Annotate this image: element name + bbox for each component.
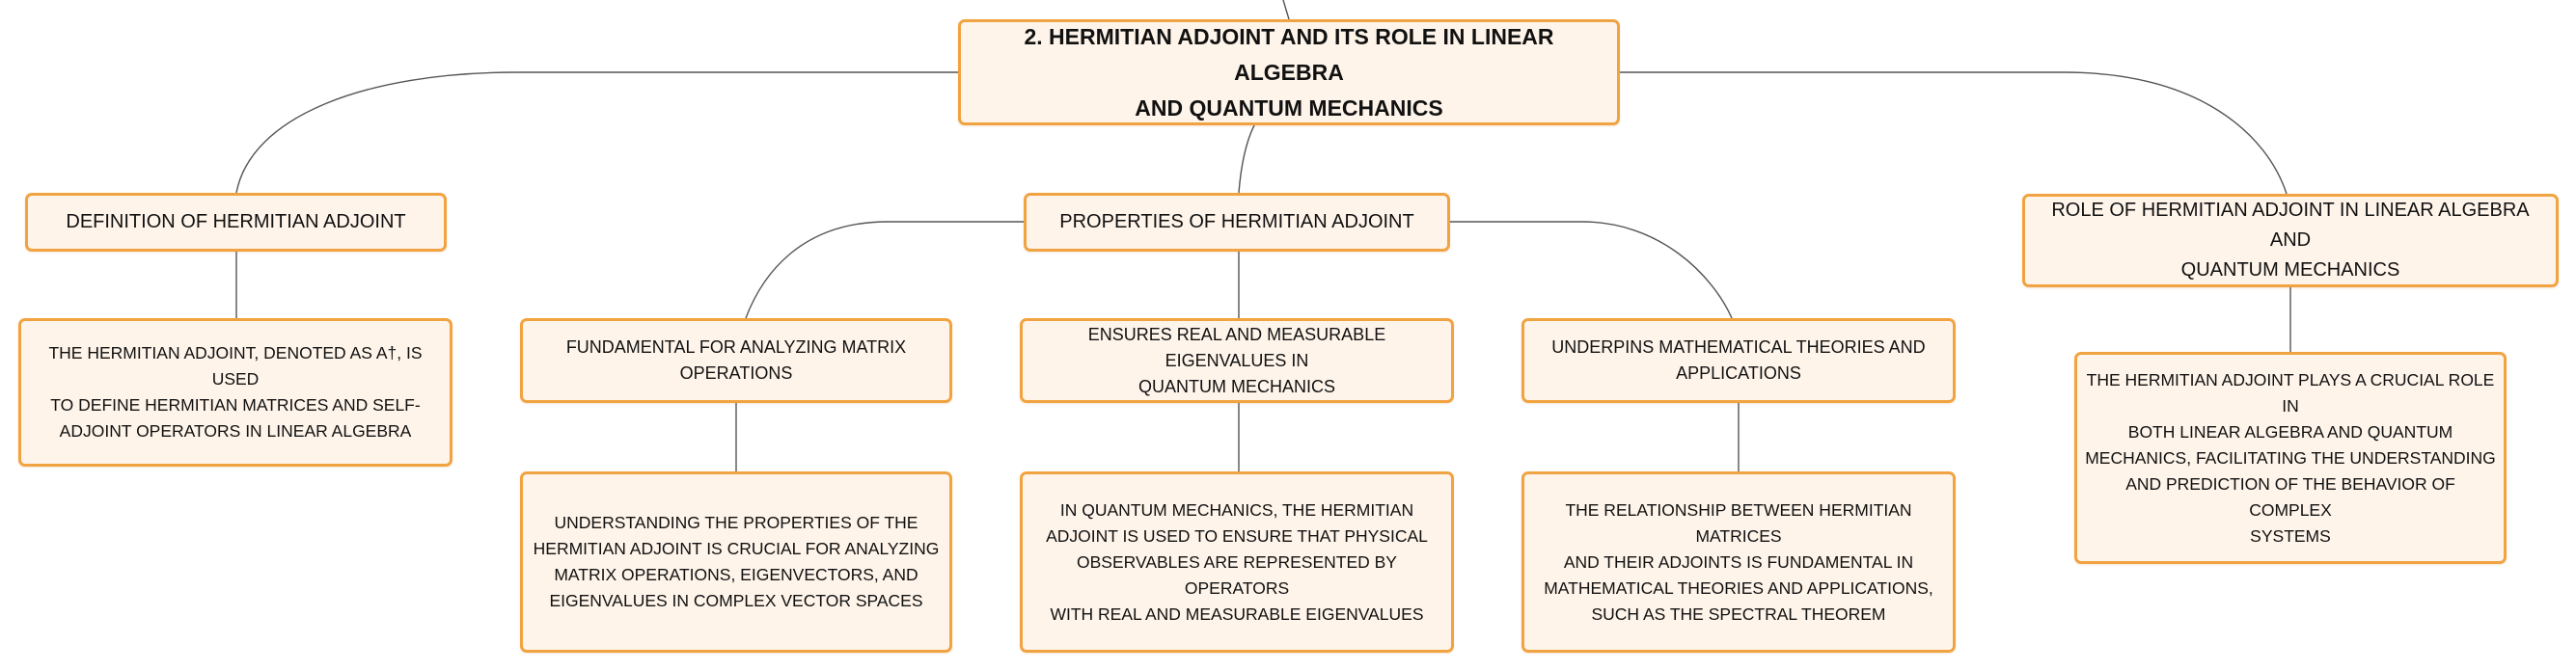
- connector-root-role: [1620, 72, 2287, 194]
- eigenvalues-detail-node[interactable]: [1020, 471, 1454, 653]
- definition-detail-node[interactable]: [18, 318, 452, 467]
- eigenvalues-node[interactable]: [1020, 318, 1454, 403]
- role-node[interactable]: [2022, 194, 2559, 287]
- properties-node[interactable]: [1024, 193, 1450, 252]
- matrix-operations-label: FUNDAMENTAL FOR ANALYZING MATRIX OPERATIONS: [565, 337, 907, 383]
- matrix-operations-node[interactable]: [520, 318, 952, 403]
- theories-label: UNDERPINS MATHEMATICAL THEORIES AND APPLICATIONS: [1551, 337, 1926, 383]
- theories-detail-text: THE RELATIONSHIP BETWEEN HERMITIAN MATRICES AND THEIR ADJOINTS IS FUNDAMENTAL IN MATHEMATICAL THEORIES AND APPLICATIONS, SUCH AS THE SPECTRAL THEOREM: [1544, 499, 1933, 624]
- matrix-operations-detail-text: UNDERSTANDING THE PROPERTIES OF THE HERMITIAN ADJOINT IS CRUCIAL FOR ANALYZING MATRIX OPERATIONS, EIGENVECTORS, AND EIGENVALUES IN COMPLEX VECTOR SPACES: [533, 513, 940, 610]
- definition-node[interactable]: [25, 193, 447, 252]
- root-node[interactable]: [958, 19, 1620, 125]
- connector-root-definition: [236, 72, 958, 193]
- role-detail-node[interactable]: [2074, 352, 2507, 564]
- connector-root-properties: [1239, 125, 1254, 193]
- role-detail-text: THE HERMITIAN ADJOINT PLAYS A CRUCIAL ROLE IN BOTH LINEAR ALGEBRA AND QUANTUM MECHANICS, FACILITATING THE UNDERSTANDING AND PREDICTION OF THE BEHAVIOR OF COMPLEX SYSTEMS: [2085, 369, 2496, 546]
- theories-detail-node[interactable]: [1521, 471, 1956, 653]
- connector-properties-theories: [1450, 222, 1732, 318]
- role-label: ROLE OF HERMITIAN ADJOINT IN LINEAR ALGEBRA AND QUANTUM MECHANICS: [2051, 200, 2530, 281]
- connector-properties-matrix: [746, 222, 1024, 318]
- eigenvalues-detail-text: IN QUANTUM MECHANICS, THE HERMITIAN ADJOINT IS USED TO ENSURE THAT PHYSICAL OBSERVABLES ARE REPRESENTED BY OPERATORS WITH REAL AND MEASURABLE EIGENVALUES: [1046, 499, 1428, 624]
- root-title: 2. HERMITIAN ADJOINT AND ITS ROLE IN LINEAR ALGEBRA AND QUANTUM MECHANICS: [1024, 23, 1554, 121]
- theories-node[interactable]: [1521, 318, 1956, 403]
- eigenvalues-label: ENSURES REAL AND MEASURABLE EIGENVALUES IN QUANTUM MECHANICS: [1087, 324, 1386, 396]
- connector-root-top: [1283, 0, 1289, 19]
- matrix-operations-detail-node[interactable]: [520, 471, 952, 653]
- properties-label: PROPERTIES OF HERMITIAN ADJOINT: [1059, 211, 1414, 232]
- definition-detail-text: THE HERMITIAN ADJOINT, DENOTED AS A†, IS USED TO DEFINE HERMITIAN MATRICES AND SELF- ADJOINT OPERATORS IN LINEAR ALGEBRA: [48, 343, 423, 441]
- definition-label: DEFINITION OF HERMITIAN ADJOINT: [66, 211, 406, 232]
